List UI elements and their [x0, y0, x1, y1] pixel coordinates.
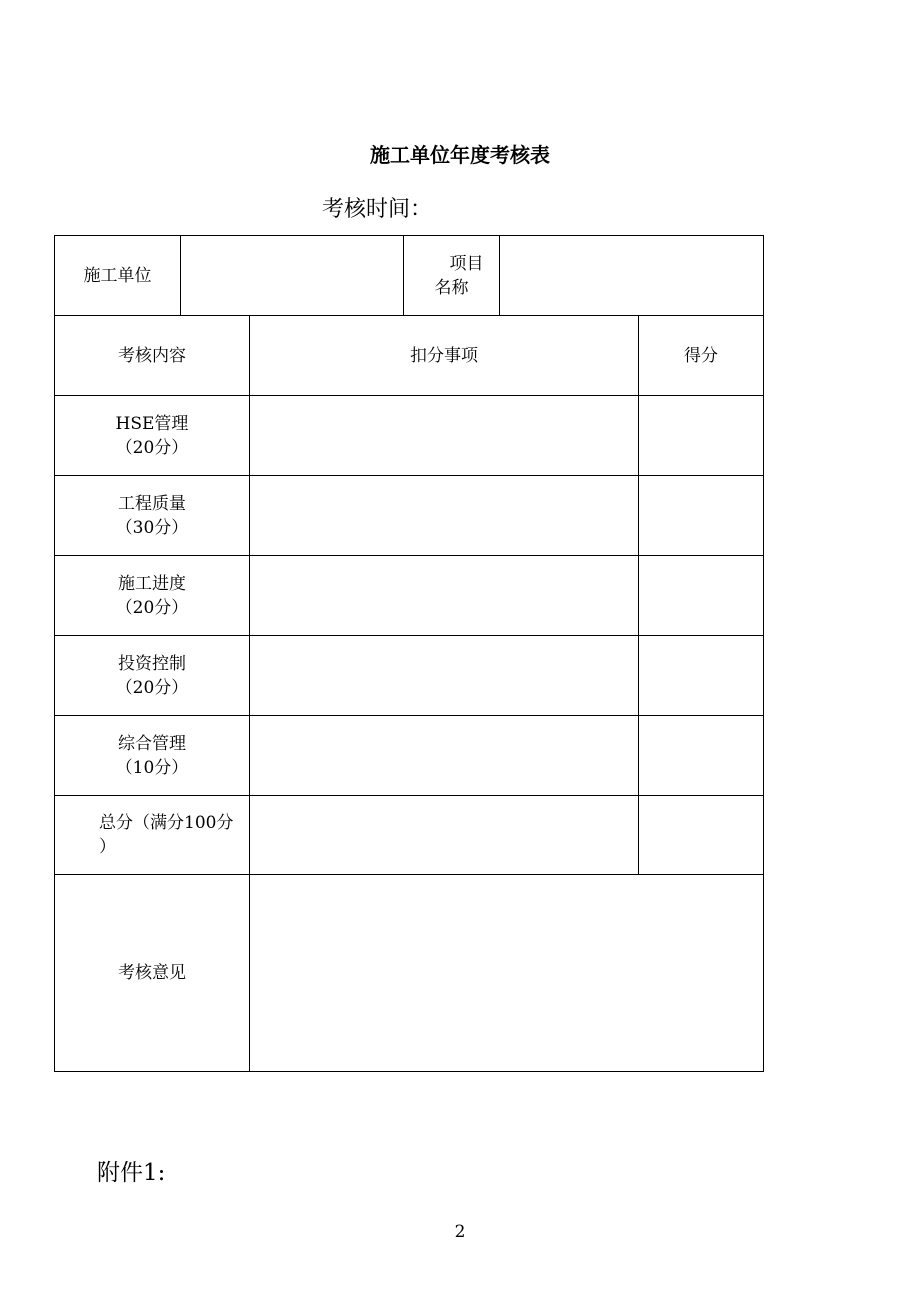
score-cell[interactable] — [638, 635, 764, 716]
page-title: 施工单位年度考核表 — [370, 143, 550, 167]
unit-label: 施工单位 — [83, 265, 152, 286]
unit-label-cell — [54, 235, 181, 316]
table-row-label — [54, 635, 250, 716]
opinion-label: 考核意见 — [118, 963, 186, 983]
deduction-cell[interactable] — [249, 395, 639, 476]
project-label-line2: 名称 — [434, 277, 469, 298]
total-deduction-cell[interactable] — [249, 795, 639, 875]
row-points: （20分） — [115, 677, 189, 698]
row-name: 综合管理 — [118, 733, 186, 754]
unit-value-cell[interactable] — [180, 235, 404, 316]
opinion-label-cell — [54, 874, 250, 1072]
row-points: （20分） — [115, 437, 189, 458]
opinion-value-cell[interactable] — [249, 874, 764, 1072]
column-deduction-label: 扣分事项 — [410, 345, 478, 366]
deduction-cell[interactable] — [249, 475, 639, 556]
attachment-label: 附件1: — [97, 1160, 166, 1186]
table-row-label — [54, 555, 250, 636]
table-row-label — [54, 395, 250, 476]
table-row-label — [54, 715, 250, 796]
project-value-cell[interactable] — [499, 235, 764, 316]
total-label-line2: ） — [99, 837, 116, 857]
project-label-cell — [403, 235, 500, 316]
column-content-label: 考核内容 — [118, 345, 186, 366]
row-name: 投资控制 — [118, 653, 186, 674]
row-name: HSE管理 — [115, 413, 189, 434]
score-cell[interactable] — [638, 395, 764, 476]
row-name: 工程质量 — [118, 493, 186, 514]
deduction-cell[interactable] — [249, 635, 639, 716]
row-points: （30分） — [115, 517, 189, 538]
column-score-label: 得分 — [684, 345, 718, 366]
deduction-cell[interactable] — [249, 555, 639, 636]
column-header-score — [638, 315, 764, 396]
score-cell[interactable] — [638, 555, 764, 636]
score-cell[interactable] — [638, 715, 764, 796]
row-points: （20分） — [115, 597, 189, 618]
assessment-time-label: 考核时间： — [322, 197, 433, 222]
column-header-content — [54, 315, 250, 396]
total-label-line1: 总分（满分100分 — [99, 813, 234, 833]
column-header-deduction — [249, 315, 639, 396]
table-row-label — [54, 475, 250, 556]
deduction-cell[interactable] — [249, 715, 639, 796]
row-name: 施工进度 — [118, 573, 186, 594]
total-label-cell — [54, 795, 250, 875]
total-score-cell[interactable] — [638, 795, 764, 875]
row-points: （10分） — [115, 757, 189, 778]
page-number: 2 — [454, 1222, 466, 1242]
score-cell[interactable] — [638, 475, 764, 556]
project-label-line1: 项目 — [449, 253, 484, 274]
